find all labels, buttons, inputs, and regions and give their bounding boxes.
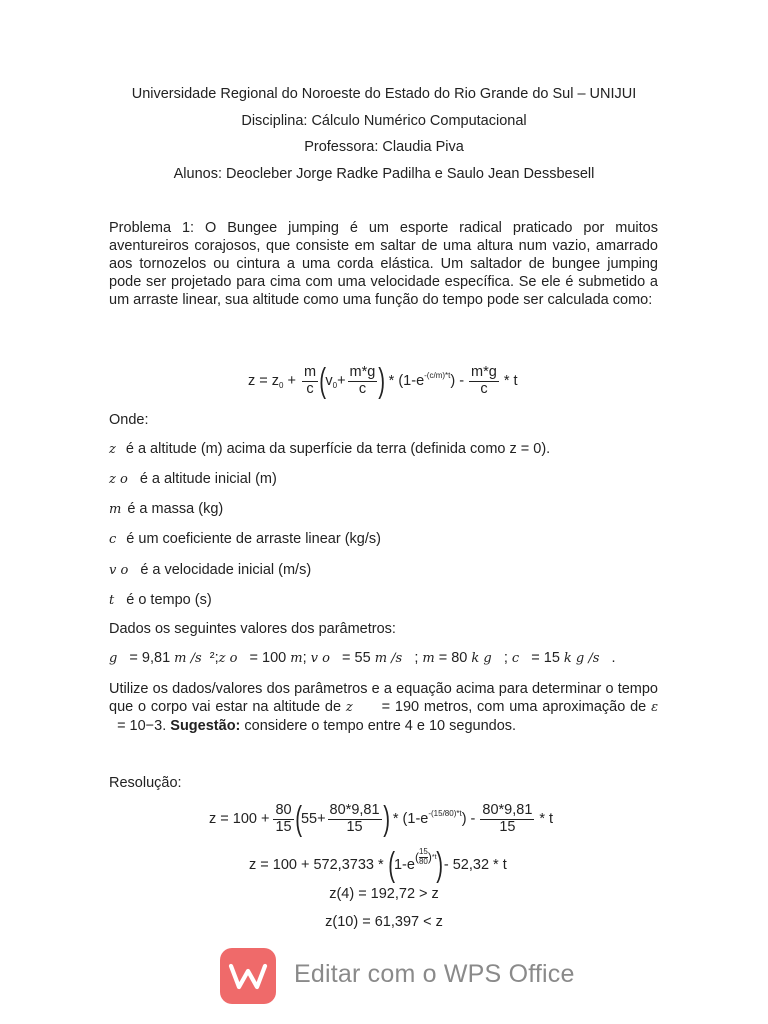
def-var: z o bbox=[109, 472, 128, 487]
eq2-exp-frac bbox=[419, 848, 428, 866]
definition-t bbox=[109, 592, 212, 608]
formula-plus: + bbox=[287, 373, 296, 389]
definition-z0 bbox=[109, 471, 277, 487]
eq1-frac2 bbox=[328, 803, 382, 834]
wps-edit-link[interactable]: Editar com o WPS Office bbox=[294, 960, 575, 988]
z0-val: = 100 bbox=[249, 650, 287, 666]
z0-var: z o bbox=[218, 651, 238, 666]
m-unit: k g bbox=[471, 651, 492, 666]
resolution-eq1 bbox=[209, 802, 553, 836]
eq2-exp-den: 80 bbox=[418, 856, 428, 866]
eq2-exp-paren-close: ) bbox=[427, 850, 432, 864]
formula-v0-sub: 0 bbox=[332, 380, 338, 390]
instruction-eps: ε bbox=[651, 700, 659, 715]
eq2-end: - 52,32 * t bbox=[443, 857, 507, 873]
formula-lhs: z = z bbox=[248, 373, 280, 389]
eq2-exponent bbox=[415, 848, 437, 866]
g-unit: m /s bbox=[174, 651, 202, 666]
instruction bbox=[109, 680, 658, 735]
definition-v0 bbox=[109, 562, 311, 578]
eq1-f2-num: 80*9,81 bbox=[329, 802, 380, 819]
sep3: ; bbox=[503, 650, 512, 666]
eq1-paren-open: ( bbox=[294, 800, 302, 838]
def-text: é a velocidade inicial (m/s) bbox=[140, 562, 312, 578]
def-var: v o bbox=[109, 563, 129, 578]
wps-w-icon bbox=[228, 960, 268, 992]
sep2: ; bbox=[414, 650, 423, 666]
m-val: = 80 bbox=[438, 650, 468, 666]
formula-z0-sub: 0 bbox=[279, 380, 284, 390]
university-title: Universidade Regional do Noroeste do Estado do Rio Grande do Sul – UNIJUI bbox=[131, 86, 637, 102]
instruction-part3: = 10−3. bbox=[117, 718, 167, 734]
z4-result: z(4) = 192,72 > z bbox=[329, 886, 439, 902]
c-unit: k g /s bbox=[563, 651, 600, 666]
formula-c: c bbox=[306, 380, 314, 397]
formula-paren-close: ) bbox=[378, 362, 386, 400]
eq1-paren-close: ) bbox=[382, 800, 390, 838]
eq1-close: ) - bbox=[461, 811, 476, 827]
def-var: z bbox=[109, 442, 116, 457]
v0-var: v o bbox=[310, 651, 330, 666]
given-intro: Dados os seguintes valores dos parâmetros: bbox=[109, 621, 396, 637]
wps-logo-icon[interactable] bbox=[220, 948, 276, 1004]
main-formula: z = z 0 + $\frac{m}{c}$ ( v 0 + $\frac{m*g}{c}$ ) * (1-e -(c/m)*t ) - $\frac{m*g}{c}$ * t bbox=[248, 362, 518, 400]
eq2-exp-tail: *t bbox=[431, 853, 437, 861]
given-values bbox=[109, 650, 616, 666]
formula-close-minus: ) - bbox=[450, 373, 465, 389]
students-line: Alunos: Deocleber Jorge Radke Padilha e Saulo Jean Dessbesell bbox=[173, 166, 595, 182]
instruction-z: z bbox=[345, 700, 353, 715]
eq2-exp-num: 15 bbox=[418, 847, 428, 857]
eq1-f1-den: 15 bbox=[275, 818, 292, 835]
eq2-exp-paren-open: ( bbox=[414, 850, 419, 864]
eq1-frac3 bbox=[480, 803, 534, 834]
definition-z bbox=[109, 441, 550, 457]
formula-times-t: * t bbox=[503, 373, 518, 389]
eq1-exp: -(15/80)*t bbox=[428, 808, 462, 818]
formula-times-open: * (1-e bbox=[388, 373, 425, 389]
eq2-paren-open: ( bbox=[387, 846, 395, 884]
eq1-frac1 bbox=[273, 803, 293, 834]
c-var: c bbox=[511, 651, 520, 666]
c-val: = 15 bbox=[531, 650, 560, 666]
formula-paren-open: ( bbox=[319, 362, 327, 400]
g-sq: ²; bbox=[209, 650, 219, 666]
formula-m: m bbox=[303, 364, 317, 381]
z0-unit: m bbox=[290, 651, 303, 666]
suggestion-label: Sugestão: bbox=[170, 718, 241, 734]
suggestion-text: considere o tempo entre 4 e 10 segundos. bbox=[244, 718, 517, 734]
eq1-inner: 55+ bbox=[300, 811, 326, 827]
g-var: g bbox=[109, 651, 118, 666]
problem-statement: Problema 1: O Bungee jumping é um esporte radical praticado por muitos aventureiros corajosos, que consiste em saltar de uma altura num vazio, amarrado aos tornozelos ou cintura a uma corda elástica. Um saltador de bungee jumping pode ser projetado para cima com uma velocidade específica. Se ele é submetido a um arraste linear, sua altitude como uma função do tempo pode ser calculada como: bbox=[109, 220, 658, 308]
g-val: = 9,81 bbox=[129, 650, 171, 666]
def-var: c bbox=[109, 532, 117, 547]
eq1-mid: * (1-e bbox=[392, 811, 429, 827]
m-var: m bbox=[422, 651, 435, 666]
def-text: é um coeficiente de arraste linear (kg/s) bbox=[126, 531, 381, 547]
definition-m bbox=[109, 501, 223, 517]
v0-unit: m /s bbox=[374, 651, 403, 666]
def-var: m bbox=[109, 502, 122, 517]
formula-c3: c bbox=[480, 380, 488, 397]
instruction-part1: Utilize os dados/valores dos parâmetros e a equação acima para determinar o tempo que o corpo vai estar na altitude de bbox=[109, 681, 658, 715]
given-end: . bbox=[611, 650, 616, 666]
def-text: é a altitude (m) acima da superfície da terra (definida como z = 0). bbox=[125, 441, 551, 457]
eq1-lhs: z = 100 + bbox=[209, 811, 270, 827]
formula-exp: -(c/m)*t bbox=[424, 370, 451, 380]
eq2-lhs: z = 100 + 572,3733 * bbox=[249, 857, 384, 873]
eq2-open: 1-e bbox=[393, 857, 415, 873]
formula-c2: c bbox=[358, 380, 367, 397]
eq2-paren-close: ) bbox=[435, 846, 443, 884]
eq1-f3-den: 15 bbox=[499, 818, 516, 835]
definition-c bbox=[109, 531, 381, 547]
eq1-end: * t bbox=[539, 811, 554, 827]
resolution-label: Resolução: bbox=[109, 775, 182, 791]
formula-mg2: m*g bbox=[471, 364, 497, 381]
eq1-f2-den: 15 bbox=[346, 818, 363, 835]
def-text: é a massa (kg) bbox=[127, 501, 224, 517]
z10-result: z(10) = 61,397 < z bbox=[325, 914, 443, 930]
eq1-f1-num: 80 bbox=[275, 802, 292, 819]
v0-val: = 55 bbox=[342, 650, 371, 666]
formula-frac-mg-c-2 bbox=[469, 365, 499, 396]
formula-frac-mg-c bbox=[348, 365, 378, 396]
def-var: t bbox=[109, 593, 115, 608]
onde-label: Onde: bbox=[109, 412, 149, 428]
formula-frac-m-c bbox=[302, 365, 318, 396]
eq1-f3-num: 80*9,81 bbox=[482, 802, 533, 819]
formula-mg: m*g bbox=[349, 364, 376, 381]
professor-line: Professora: Claudia Piva bbox=[304, 139, 464, 155]
discipline-line: Disciplina: Cálculo Numérico Computacional bbox=[241, 113, 527, 129]
resolution-eq2 bbox=[249, 848, 507, 882]
sep1: ; bbox=[302, 650, 307, 666]
instruction-part2: = 190 metros, com uma aproximação de bbox=[381, 699, 647, 715]
def-text: é o tempo (s) bbox=[126, 592, 212, 608]
def-text: é a altitude inicial (m) bbox=[139, 471, 277, 487]
formula-v: v bbox=[325, 373, 333, 389]
